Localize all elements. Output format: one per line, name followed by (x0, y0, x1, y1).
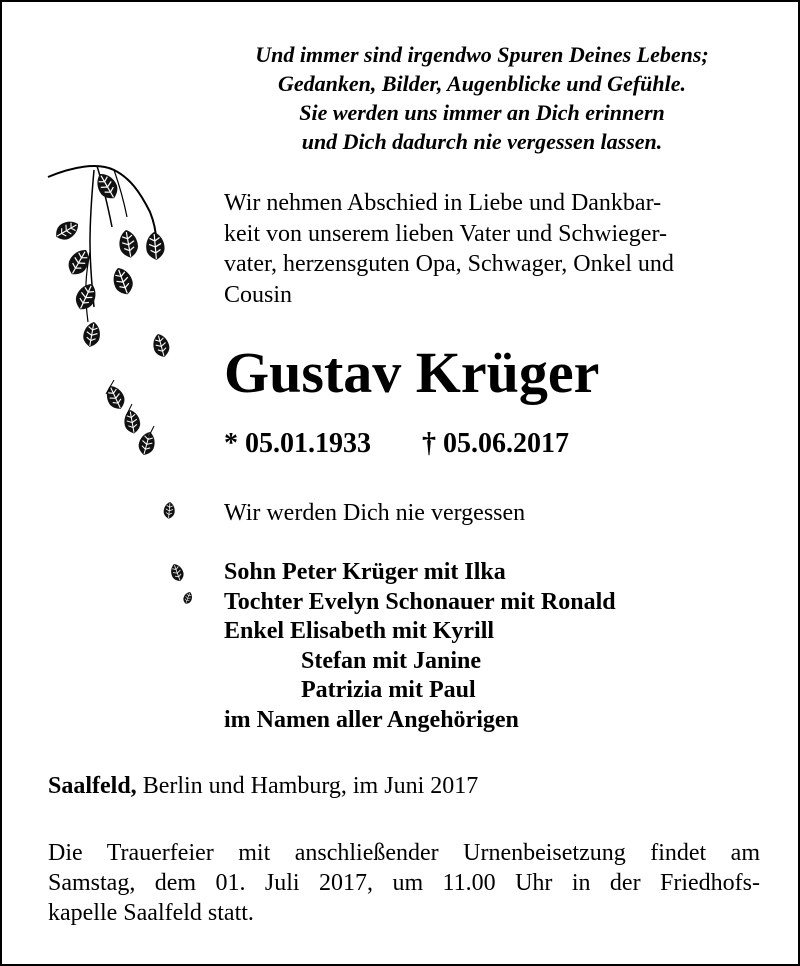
place-primary: Saalfeld, (48, 773, 137, 799)
place-secondary: Berlin und Hamburg, im Juni 2017 (136, 773, 479, 799)
memorial-poem (182, 40, 782, 156)
death-date: † 05.06.2017 (422, 428, 569, 459)
mourner-line: Sohn Peter Krüger mit Ilka (224, 559, 506, 585)
funeral-service-info (48, 838, 760, 928)
deceased-name: Gustav Krüger (224, 340, 600, 405)
service-line: Samstag, dem 01. Juli 2017, um 11.00 Uhr in der Friedhofs- (48, 870, 760, 896)
poem-line: Gedanken, Bilder, Augenblicke und Gefühle. (277, 71, 687, 96)
never-forget-line: Wir werden Dich nie vergessen (224, 500, 526, 526)
poem-line: Sie werden uns immer an Dich erinnern (299, 100, 665, 125)
farewell-line: vater, herzensguten Opa, Schwager, Onkel und (224, 251, 674, 277)
mourner-line: Patrizia mit Paul (301, 677, 476, 703)
birch-branch-icon (2, 2, 202, 622)
mourner-line: Enkel Elisabeth mit Kyrill (224, 618, 495, 644)
service-line: kapelle Saalfeld statt. (48, 900, 254, 926)
poem-line: Und immer sind irgendwo Spuren Deines Lebens; (255, 42, 709, 67)
farewell-text (224, 188, 784, 310)
farewell-line: Wir nehmen Abschied in Liebe und Dankbar- (224, 190, 662, 216)
service-line: Die Trauerfeier mit anschließender Urnenbeisetzung findet am (48, 840, 760, 866)
farewell-line: Cousin (224, 281, 293, 308)
life-dates (224, 426, 569, 462)
mourners-list (224, 558, 616, 735)
birth-date: * 05.01.1933 (224, 428, 371, 459)
farewell-line: keit von unserem lieben Vater und Schwieger- (224, 220, 667, 247)
mourner-line: im Namen aller Angehörigen (224, 706, 519, 733)
place-and-date (48, 770, 478, 802)
mourner-line: Stefan mit Janine (301, 647, 481, 674)
poem-line: und Dich dadurch nie vergessen lassen. (301, 129, 663, 154)
mourner-line: Tochter Evelyn Schonauer mit Ronald (224, 588, 616, 615)
